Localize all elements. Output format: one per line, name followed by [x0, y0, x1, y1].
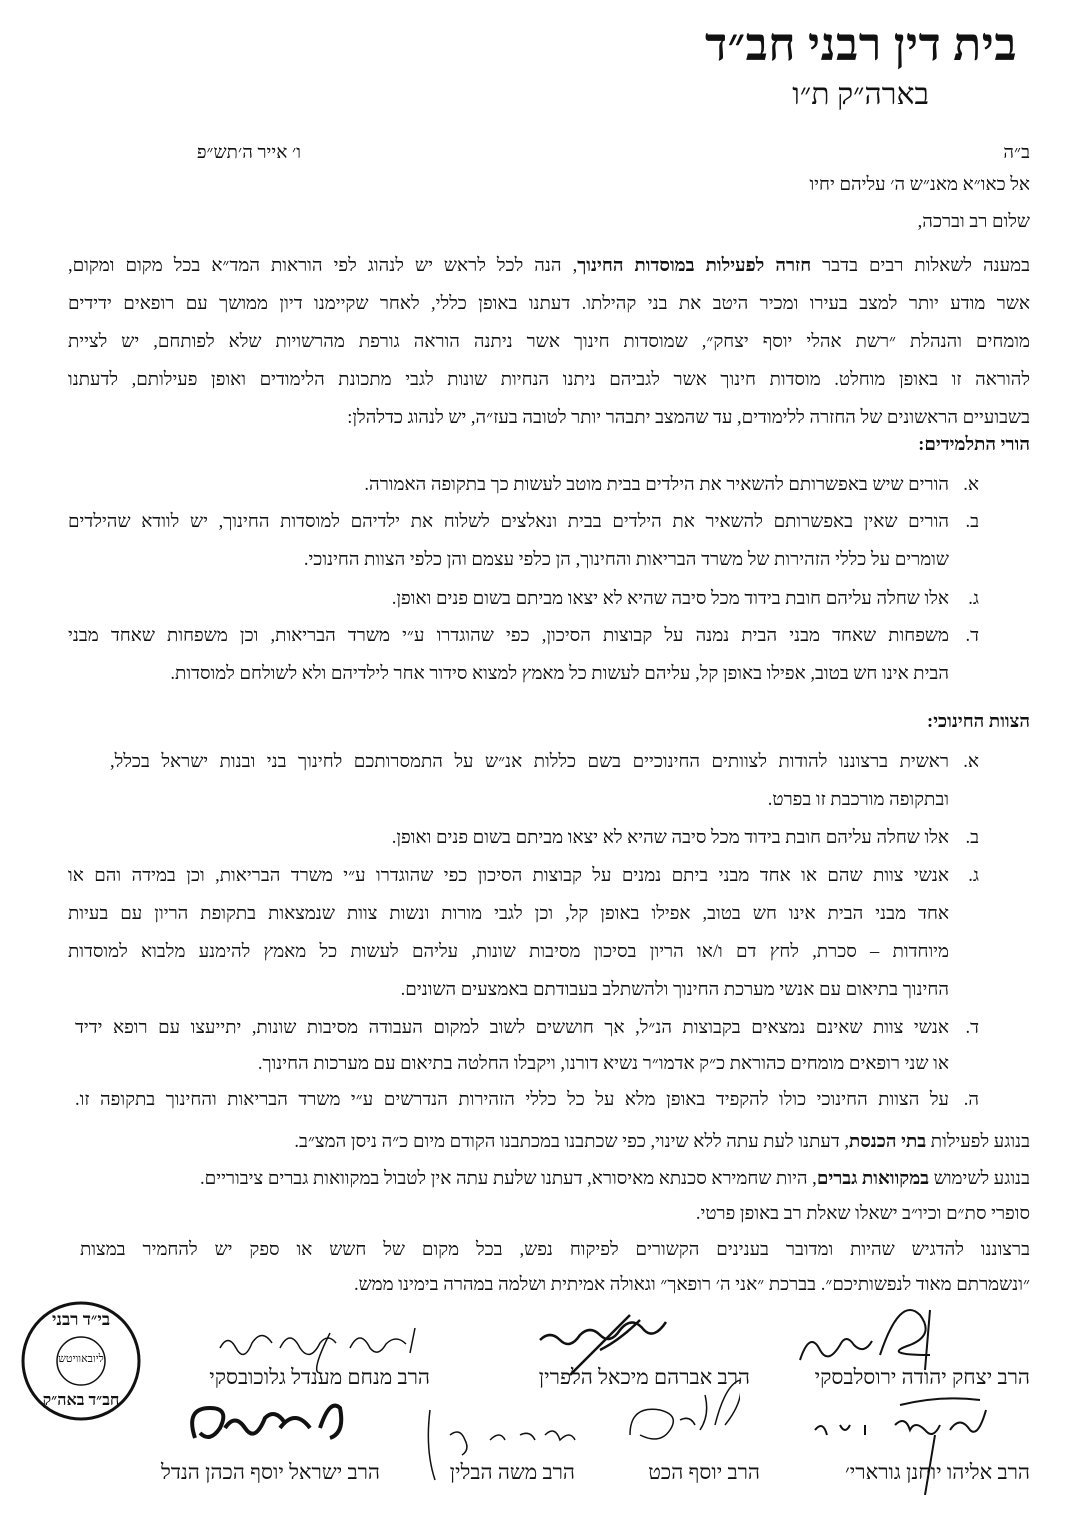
mikveh-line — [200, 1166, 1030, 1192]
item-marker: א. — [963, 752, 979, 772]
signature-hendel — [180, 1398, 360, 1463]
intro-line: להוראה זו באופן מוחלט. מוסדות חינוך אשר לגביהם ניתנו הנחיות שונות לגבי מתכונת הלימודים ואופן פעילותם, לדעתנו — [68, 370, 1030, 390]
signatory-name: הרב יצחק יהודה ירוסלבסקי — [814, 1365, 1030, 1389]
item-line: הורים שיש באפשרותם להשאיר את הילדים בבית מוטב לעשות כך בתקופה האמורה. — [364, 475, 949, 495]
beit-din-stamp — [20, 1300, 142, 1422]
intro-line: בשבועיים הראשונים של החזרה ללימודים, עד שהמצב יתבהר יותר לטובה בעז״ה, יש לנהוג כדלהלן: — [347, 408, 1030, 428]
closing-bold-text: במקוואות גברים — [816, 1169, 930, 1189]
item-marker: ד. — [965, 626, 979, 646]
section-heading-staff: הצוות החינוכי: — [927, 712, 1030, 732]
stamp-center-text: ליובאוויטש — [58, 1353, 104, 1365]
signatory-name: הרב יוסף הכט — [648, 1460, 760, 1484]
item-marker: ה. — [963, 1090, 979, 1110]
item-line: אלו שחלה עליהם חובת בידוד מכל סיבה שהיא לא יצאו מביתם בשום פנים ואופן. — [391, 828, 949, 848]
stamp-bottom-text: חב״ד באה״ק — [42, 1392, 120, 1409]
signatory-name: הרב משה הבלין — [449, 1460, 575, 1484]
signatory-name: הרב מנחם מענדל גלוכובסקי — [209, 1365, 430, 1389]
item-line: אנשי צוות שהם או אחד מבני ביתם נמנים על קבוצות הסיכון כפי שהוגדרו ע״י משרד הבריאות, וכן במידה והם או — [68, 866, 949, 886]
closing-text: , דעתנו לעת עתה ללא שינוי, כפי שכתבנו במכתבנו הקודם מיום כ״ה ניסן המצ״ב. — [294, 1132, 849, 1152]
stamp-top-text: בי״ד רבני — [51, 1310, 111, 1329]
signatory-name: הרב ישראל יוסף הכהן הנדל — [161, 1460, 380, 1484]
item-line: על הצוות החינוכי כולו להקפיד באופן מלא על כל כללי הזהירות הנדרשים ע״י משרד הבריאות והחינוך בתקופה זו. — [75, 1090, 949, 1110]
item-line: אנשי צוות שאינם נמצאים בקבוצות הנ״ל, אך חוששים לשוב למקום העבודה מסיבות שונות, יתייעצו עם רופא ידיד — [75, 1018, 949, 1038]
item-line: אלו שחלה עליהם חובת בידוד מכל סיבה שהיא לא יצאו מביתם בשום פנים ואופן. — [391, 589, 949, 609]
item-line: מיוחדות – סכרת, לחץ דם ו/או הריון בסיכון מסיבות שונות, עליהם לעשות כל מאמץ להימנע מלבוא למוסדות — [68, 942, 949, 962]
signature-hecht — [620, 1380, 740, 1450]
signatory-name: הרב אברהם מיכאל הלפרין — [538, 1365, 750, 1389]
signatory-name: הרב אליהו יוחנן גורארי׳ — [844, 1460, 1030, 1484]
item-line: ראשית ברצוננו להודות לצוותים החינוכיים בשם כללות אנ״ש על התמסרותכם לחינוך בני ובנות ישראל בכלל, — [110, 752, 949, 772]
intro-line: מומחים והנהלת ״רשת אהלי יוסף יצחק״, שמוסדות חינוך אשר ניתנה הוראה גורפת מהרשויות שלא לפותחם, יש לציית — [68, 332, 1030, 352]
item-marker: ב. — [965, 512, 979, 532]
item-line: ובתקופה מורכבת זו בפרט. — [767, 790, 949, 810]
item-marker: א. — [963, 475, 979, 495]
item-marker: ג. — [968, 589, 979, 609]
bh-mark: ב״ה — [1003, 143, 1030, 163]
item-line: שומרים על כללי הזהירות של משרד הבריאות והחינוך, הן כלפי עצמם והן כלפי הצוות החינוכי. — [303, 550, 949, 570]
greeting-line: שלום רב וברכה, — [917, 212, 1030, 232]
letterhead-subtitle: בארה״ק ת״ו — [792, 78, 929, 111]
item-marker: ג. — [968, 866, 979, 886]
letter-date: ו׳ אייר ה׳תש״פ — [196, 143, 301, 163]
item-line: או שני רופאים מומחים כהוראת כ״ק אדמו״ר נשיא דורנו, ויקבלו החלטה בתיאום עם מערכות החינוך. — [257, 1054, 949, 1074]
section-heading-parents: הורי התלמידים: — [918, 435, 1030, 455]
intro-text: במענה לשאלות רבים בדבר — [811, 256, 1030, 276]
closing-text: , היות שחמירא סכנתא מאיסורא, דעתנו שלעת עתה אין לטבול במקוואות גברים ציבוריים. — [200, 1169, 817, 1189]
item-line: הבית אינו חש בטוב, אפילו באופן קל, עליהם לעשות כל מאמץ למצוא סידור אחר לילדיהם ולא לשולחם למוסדות. — [170, 664, 949, 684]
emphasis-line: ״ונשמרתם מאוד לנפשותיכם״. בברכת ״אני ה׳ רופאך״ וגאולה אמיתית ושלמה במהרה בימינו ממש. — [353, 1275, 1030, 1295]
emphasis-line: ברצוננו להדגיש שהיות ומדובר בענינים הקשורים לפיקוח נפש, בכל מקום של חשש או ספק יש להחמיר במצות — [80, 1240, 1030, 1260]
synagogue-line — [294, 1129, 1030, 1155]
item-marker: ד. — [965, 1018, 979, 1038]
intro-line: אשר מודע יותר למצב בעירו ומכיר היטב את בני קהילתו. דעתנו באופן כללי, לאחר שקיימנו דיון ממושך עם רופאים ידידים — [68, 294, 1030, 314]
intro-bold-text: חזרה לפעילות במוסדות החינוך — [577, 256, 812, 276]
item-marker: ב. — [965, 828, 979, 848]
scribes-line: סופרי סת״ם וכיו״ב ישאלו שאלת רב באופן פרטי. — [695, 1204, 1030, 1224]
intro-line — [68, 253, 1030, 279]
item-line: אחד מבני הבית אינו חש בטוב, אפילו באופן קל, וכן לגבי מורות ונשות צוות שנמצאות בתקופת הריון עם בעיות — [68, 904, 949, 924]
address-line: אל כאו״א מאנ״ש ה׳ עליהם יחיו — [809, 175, 1030, 195]
closing-text: בנוגע לשימוש — [929, 1169, 1030, 1189]
item-line: החינוך בתיאום עם אנשי מערכת החינוך ולהשתלב בעבודתם באמצעים השונים. — [400, 980, 949, 1000]
letterhead-title: בית דין רבני חב״ד — [705, 19, 1017, 70]
closing-text: בנוגע לפעילות — [926, 1132, 1030, 1152]
item-line: משפחות שאחד מבני הבית נמנה על קבוצות הסיכון, כפי שהוגדרו ע״י משרד הבריאות, וכן משפחות שאחד מבני — [68, 626, 949, 646]
intro-text: , הנה לכל לראש יש לנהוג לפי הוראות המד״א בכל מקום ומקום, — [68, 256, 578, 276]
closing-bold-text: בתי הכנסת — [848, 1132, 927, 1152]
item-line: הורים שאין באפשרותם להשאיר את הילדים בבית ונאלצים לשלוח את ילדיהם למוסדות החינוך, יש לוודא שהילדים — [68, 512, 949, 532]
